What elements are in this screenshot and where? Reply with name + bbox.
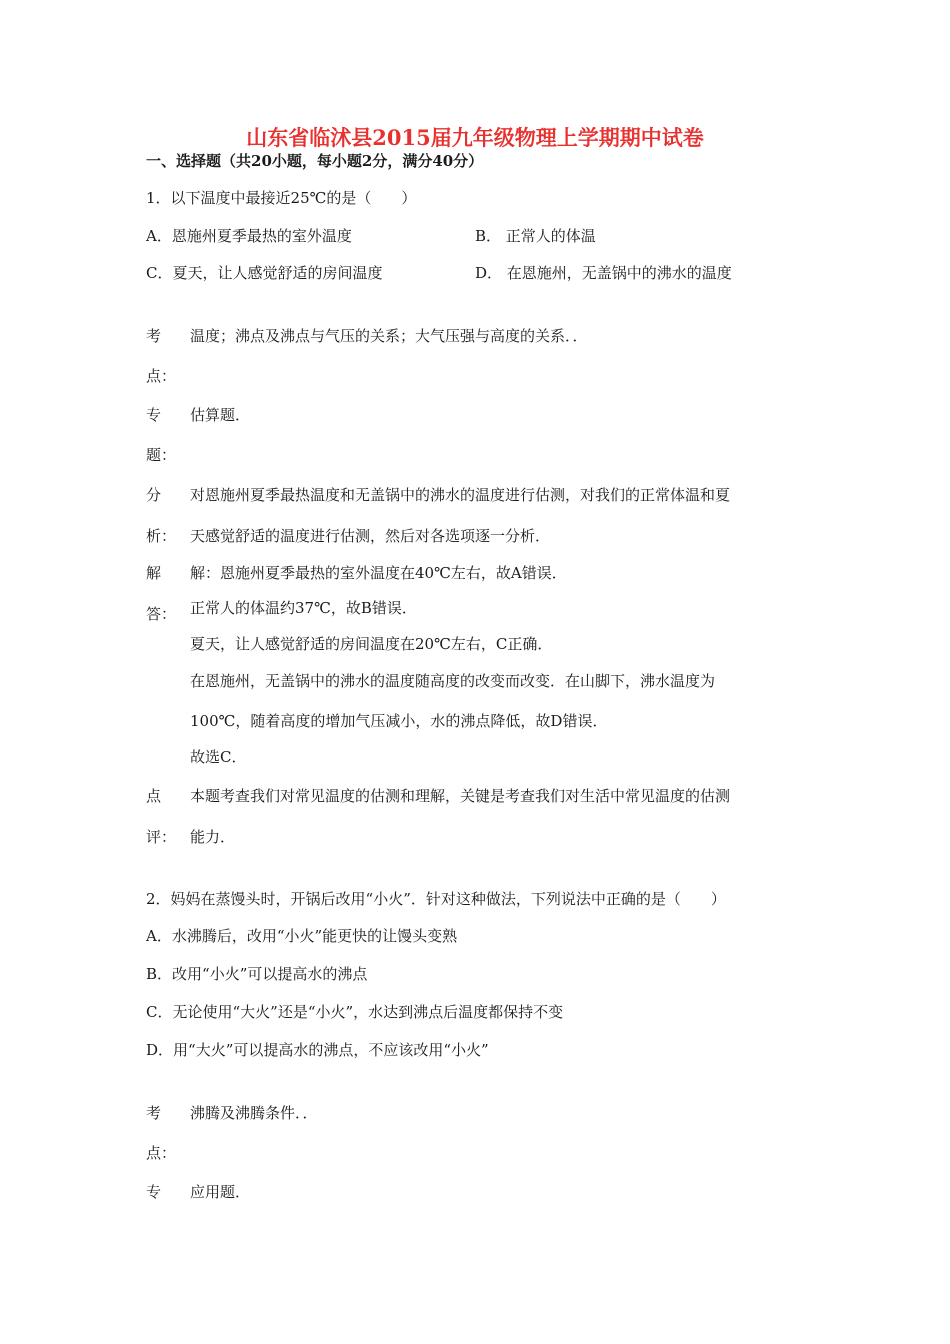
q1-zhuanti-text: 估算题．	[190, 406, 251, 424]
document-title: 山东省临沭县2015届九年级物理上学期期中试卷	[246, 125, 704, 150]
q2-zhuanti-text: 应用题．	[190, 1183, 251, 1201]
q1-fenxi-label-1: 分	[146, 486, 162, 504]
q1-option-a: A．恩施州夏季最热的室外温度	[146, 227, 352, 245]
q2-option-a: A．水沸腾后，改用“小火”能更快的让馒头变熟	[146, 927, 458, 945]
section-heading: 一、选择题（共20小题，每小题2分，满分40分）	[146, 152, 484, 170]
q2-option-c: C．无论使用“大火”还是“小火”，水达到沸点后温度都保持不变	[146, 1003, 564, 1021]
q1-dianping-line-2: 能力．	[190, 828, 236, 846]
q2-kaodian-label-1: 考	[146, 1104, 162, 1122]
q1-jieda-line-3: 夏天，让人感觉舒适的房间温度在20℃左右，C正确．	[190, 635, 553, 653]
q1-kaodian-label-1: 考	[146, 327, 162, 345]
q1-jieda-line-1: 解：恩施州夏季最热的室外温度在40℃左右，故A错误．	[190, 564, 567, 582]
q1-jieda-line-4: 在恩施州，无盖锅中的沸水的温度随高度的改变而改变．在山脚下，沸水温度为	[190, 672, 716, 690]
q1-option-d: D． 在恩施州，无盖锅中的沸水的温度	[475, 264, 732, 282]
q1-fenxi-line-2: 天感觉舒适的温度进行估测，然后对各选项逐一分析．	[190, 527, 551, 545]
q2-zhuanti-label-1: 专	[146, 1183, 162, 1201]
q1-option-b: B． 正常人的体温	[475, 227, 596, 245]
q1-jieda-label-1: 解	[146, 564, 162, 582]
q1-jieda-line-2: 正常人的体温约37℃，故B错误．	[190, 599, 417, 617]
q1-zhuanti-label-2: 题：	[146, 446, 177, 464]
q1-fenxi-label-2: 析：	[146, 527, 177, 545]
q1-jieda-line-5: 100℃，随着高度的增加气压减小，水的沸点降低，故D错误．	[190, 712, 608, 730]
q2-kaodian-label-2: 点：	[146, 1144, 177, 1162]
q1-kaodian-label-2: 点：	[146, 367, 177, 385]
q2-kaodian-text: 沸腾及沸腾条件．．	[190, 1104, 318, 1122]
q1-dianping-label-1: 点	[146, 787, 162, 805]
q1-jieda-line-6: 故选C．	[190, 748, 247, 766]
q2-stem: 2．妈妈在蒸馒头时，开锅后改用“小火”．针对这种做法，下列说法中正确的是（ ）	[146, 890, 726, 908]
q1-zhuanti-label-1: 专	[146, 406, 162, 424]
q1-dianping-line-1: 本题考查我们对常见温度的估测和理解，关键是考查我们对生活中常见温度的估测	[190, 787, 731, 805]
q1-kaodian-text: 温度；沸点及沸点与气压的关系；大气压强与高度的关系．．	[190, 327, 588, 345]
q1-option-c: C．夏天，让人感觉舒适的房间温度	[146, 264, 383, 282]
q2-option-b: B．改用“小火”可以提高水的沸点	[146, 965, 368, 983]
q1-jieda-label-2: 答：	[146, 605, 177, 623]
q1-fenxi-line-1: 对恩施州夏季最热温度和无盖锅中的沸水的温度进行估测，对我们的正常体温和夏	[190, 486, 731, 504]
q1-dianping-label-2: 评：	[146, 828, 177, 846]
q1-stem: 1．以下温度中最接近25℃的是（ ）	[146, 189, 417, 207]
q2-option-d: D．用“大火”可以提高水的沸点，不应该改用“小火”	[146, 1041, 489, 1059]
